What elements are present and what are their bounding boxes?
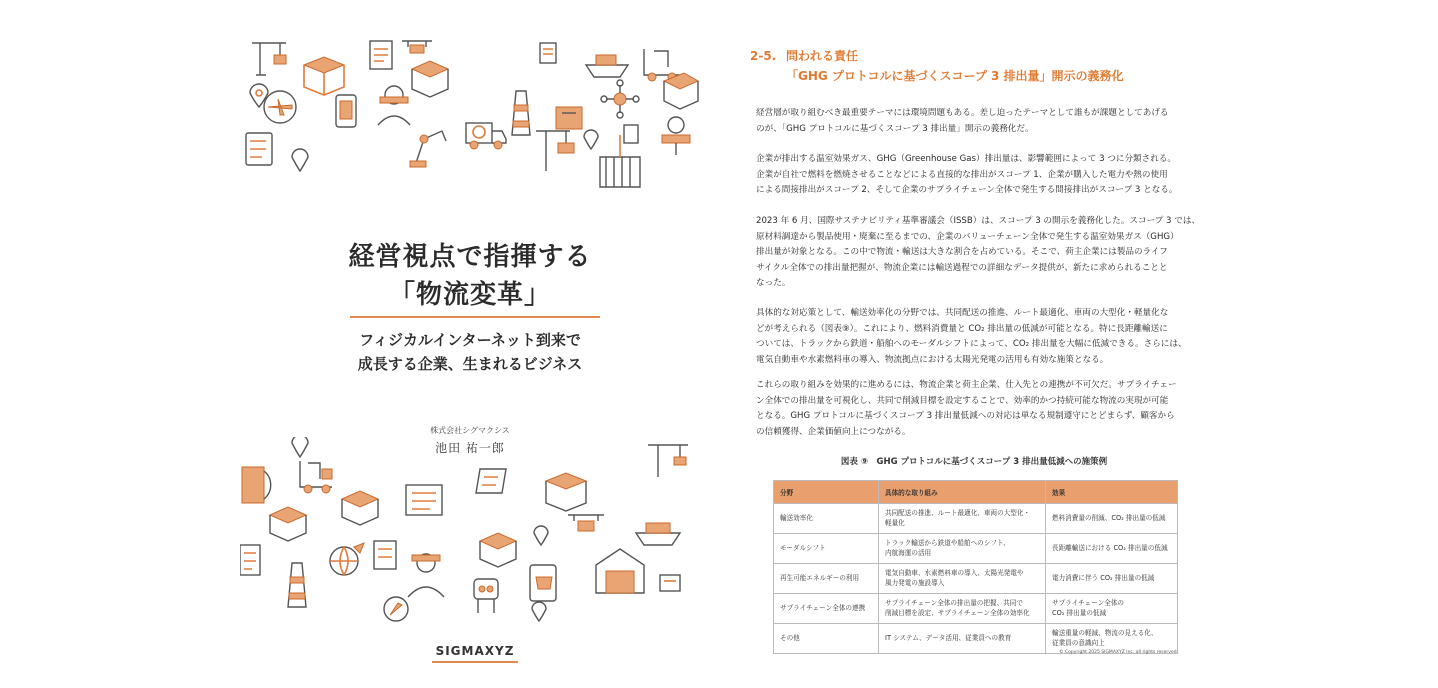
worker-icon bbox=[378, 86, 410, 125]
section-number: 2-5. bbox=[750, 49, 777, 63]
table-cell: 燃料消費量の削減、CO₂ 排出量の低減 bbox=[1046, 504, 1178, 534]
book-cover bbox=[240, 35, 700, 665]
truck-icon bbox=[466, 123, 506, 149]
checklist-icon bbox=[374, 541, 396, 569]
table-cell: サプライチェーン全体の CO₂ 排出量の低減 bbox=[1046, 594, 1178, 624]
invoice-icon bbox=[476, 469, 506, 493]
table-header-row bbox=[774, 481, 1178, 504]
paragraph-5: これらの取り組みを効果的に進めるには、物流企業と荷主企業、仕入先との連携が不可欠だ。サプライチェー ン全体での排出量を可視化し、共同で削減目標を設定することで、効率的かつ持続可能な物流の実現が可能 となる。GHG プロトコルに基づくスコープ 3 排出量低減への対応は単なる規制遵守にとどまらず、顧客から の信頼獲得、企業価値向上につながる。 bbox=[756, 380, 1177, 437]
logistics-icons-top bbox=[240, 35, 700, 195]
table-cell: トラック輸送から鉄道や船舶へのシフト、 内航海運の活用 bbox=[879, 534, 1046, 564]
compass-icon bbox=[384, 597, 408, 621]
book-subtitle-line2: 成長する企業、生まれるビジネス bbox=[357, 355, 583, 373]
table-cell: 共同配送の推進、ルート最適化、車両の大型化・ 軽量化 bbox=[879, 504, 1046, 534]
location-pin-icon bbox=[534, 526, 548, 545]
location-pin-icon bbox=[532, 602, 546, 621]
crane-icon bbox=[648, 445, 688, 477]
measures-table bbox=[773, 480, 1178, 654]
table-header-cell: 分野 bbox=[774, 481, 879, 504]
ship-icon bbox=[636, 523, 680, 545]
section-heading bbox=[750, 46, 1200, 86]
table-cell: 再生可能エネルギーの利用 bbox=[774, 564, 879, 594]
book-title bbox=[240, 238, 700, 314]
globe-icon bbox=[330, 543, 364, 575]
package-icon bbox=[412, 61, 448, 97]
author-name: 池田 祐一郎 bbox=[435, 441, 505, 455]
location-pin-icon bbox=[292, 149, 308, 171]
figure-caption: 図表 ⑨ GHG プロトコルに基づくスコープ 3 排出量低減への施策例 bbox=[840, 457, 1108, 467]
invoice-icon bbox=[660, 575, 680, 591]
table-row bbox=[774, 624, 1178, 654]
package-icon bbox=[304, 57, 344, 95]
table-cell: IT システム、データ活用、従業員への教育 bbox=[879, 624, 1046, 654]
logo-text: SIGMAXYZ bbox=[435, 644, 515, 658]
invoice-icon bbox=[370, 41, 392, 69]
crane-icon bbox=[536, 131, 574, 171]
robot-arm-icon bbox=[410, 131, 446, 167]
delivery-box-icon bbox=[480, 533, 516, 567]
paragraph-1: 経営層が取り組むべき最重要テーマには環境問題もある。差し迫ったテーマとして誰もが課題としてあげる のが、「GHG プロトコルに基づくスコープ 3 排出量」開示の義務化だ。 bbox=[756, 108, 1169, 134]
book-subtitle bbox=[240, 328, 700, 376]
airplane-icon bbox=[264, 91, 296, 123]
article bbox=[750, 46, 1201, 437]
scale-icon bbox=[662, 117, 690, 155]
table-row bbox=[774, 504, 1178, 534]
table-row bbox=[774, 534, 1178, 564]
table-cell: 長距離輸送における CO₂ 排出量の低減 bbox=[1046, 534, 1178, 564]
crane-icon bbox=[252, 43, 286, 75]
lighthouse-icon bbox=[512, 91, 530, 135]
drone-icon bbox=[402, 41, 432, 53]
invoice-icon bbox=[540, 43, 556, 63]
invoice-icon bbox=[406, 485, 442, 515]
table-cell: サプライチェーン全体の連携 bbox=[774, 594, 879, 624]
invoice-icon bbox=[624, 125, 638, 143]
section-title-line2: 「GHG プロトコルに基づくスコープ 3 排出量」開示の義務化 bbox=[786, 69, 1124, 83]
logistics-icons-bottom bbox=[240, 437, 700, 637]
forklift-icon bbox=[300, 461, 332, 493]
table-header-cell: 具体的な取り組み bbox=[879, 481, 1046, 504]
table-row bbox=[774, 564, 1178, 594]
sigmaxyz-logo bbox=[430, 640, 520, 663]
smartphone-icon bbox=[336, 95, 356, 127]
table-cell: 輸送効率化 bbox=[774, 504, 879, 534]
checklist-icon bbox=[240, 545, 260, 575]
worker-icon bbox=[408, 554, 444, 597]
table-cell: 輸送重量の軽減、物流の見える化、 従業員の意識向上 bbox=[1046, 624, 1178, 654]
paragraph-3: 2023 年 6 月、国際サステナビリティ基準審議会（ISSB）は、スコープ 3 の開示を義務化した。スコープ 3 では、 原材料調達から製品使用・廃棄に至るまでの、企業のバリューチェーン全体で発生する温室効果ガス（GHG） 排出量が対象となる。この中で物流・輸送は大きな割合を占めている。そこで、荷主企業には製品のライフ サイクル全体での排出量把握が、物流企業には輸送過程での詳細なデータ提供が、新たに求められることと なった。 bbox=[756, 216, 1201, 288]
table-cell: 電気自動車、水素燃料車の導入、太陽光発電や 風力発電の施設導入 bbox=[879, 564, 1046, 594]
logo-underline bbox=[432, 661, 518, 663]
robot-icon bbox=[474, 579, 498, 613]
table-cell: その他 bbox=[774, 624, 879, 654]
table-cell: モーダルシフト bbox=[774, 534, 879, 564]
container-icon bbox=[242, 467, 271, 503]
delivery-box-icon bbox=[270, 507, 306, 541]
paragraph-4: 具体的な対応策として、輸送効率化の分野では、共同配送の推進、ルート最適化、車両の大型化・軽量化な どが考えられる（図表⑨）。これにより、燃料消費量と CO₂ 排出量の低減が可能となる。特に長距離輸送に ついては、トラックから鉄道・船舶へのモーダルシフトによって、CO₂ 排出量を大幅に低減できる。さらには、 電気自動車や水素燃料車の導入、物流拠点における太陽光発電の活用も有効な施策となる。 bbox=[756, 308, 1187, 365]
shopping-cart-icon bbox=[530, 565, 556, 601]
checklist-icon bbox=[246, 133, 272, 165]
table-row bbox=[774, 594, 1178, 624]
drone-icon bbox=[568, 515, 604, 531]
table-cell: サプライチェーン全体の排出量の把握、共同で 削減目標を設定、サプライチェーン全体の効率化 bbox=[879, 594, 1046, 624]
copyright-notice: © Copyright 2025 SIGMAXYZ Inc. all rights reserved. bbox=[1059, 650, 1178, 655]
table-cell: 電力消費に伴う CO₂ 排出量の低減 bbox=[1046, 564, 1178, 594]
company-name: 株式会社シグマクシス bbox=[430, 426, 510, 435]
book-title-line1: 経営視点で指揮する bbox=[348, 242, 592, 272]
warehouse-icon bbox=[596, 549, 644, 593]
delivery-box-icon bbox=[546, 473, 586, 511]
location-pin-icon bbox=[584, 130, 598, 149]
section-title-line1: 問われる責任 bbox=[786, 49, 859, 63]
location-pin-icon bbox=[292, 437, 308, 457]
ship-icon bbox=[586, 55, 628, 77]
network-icon bbox=[601, 80, 639, 118]
paragraph-2: 企業が排出する温室効果ガス、GHG（Greenhouse Gas）排出量は、影響範囲によって 3 つに分類される。 企業が自社で燃料を燃焼させることなどによる直接的な排出がスコープ 1、企業が購入した電力や熱の使用 による間接排出がスコープ 2、そして企業のサプライチェーン全体で発生する間接排出がスコープ 3 となる。 bbox=[756, 154, 1178, 195]
book-subtitle-line1: フィジカルインターネット到来で bbox=[359, 331, 581, 349]
book-title-line2: 「物流変革」 bbox=[388, 280, 551, 310]
forklift-icon bbox=[644, 49, 680, 81]
package-icon bbox=[342, 491, 378, 525]
table-header-cell: 効果 bbox=[1046, 481, 1178, 504]
location-pin-icon bbox=[250, 84, 268, 107]
lighthouse-icon bbox=[288, 563, 306, 607]
delivery-box-icon bbox=[556, 107, 582, 129]
title-divider bbox=[350, 316, 600, 318]
